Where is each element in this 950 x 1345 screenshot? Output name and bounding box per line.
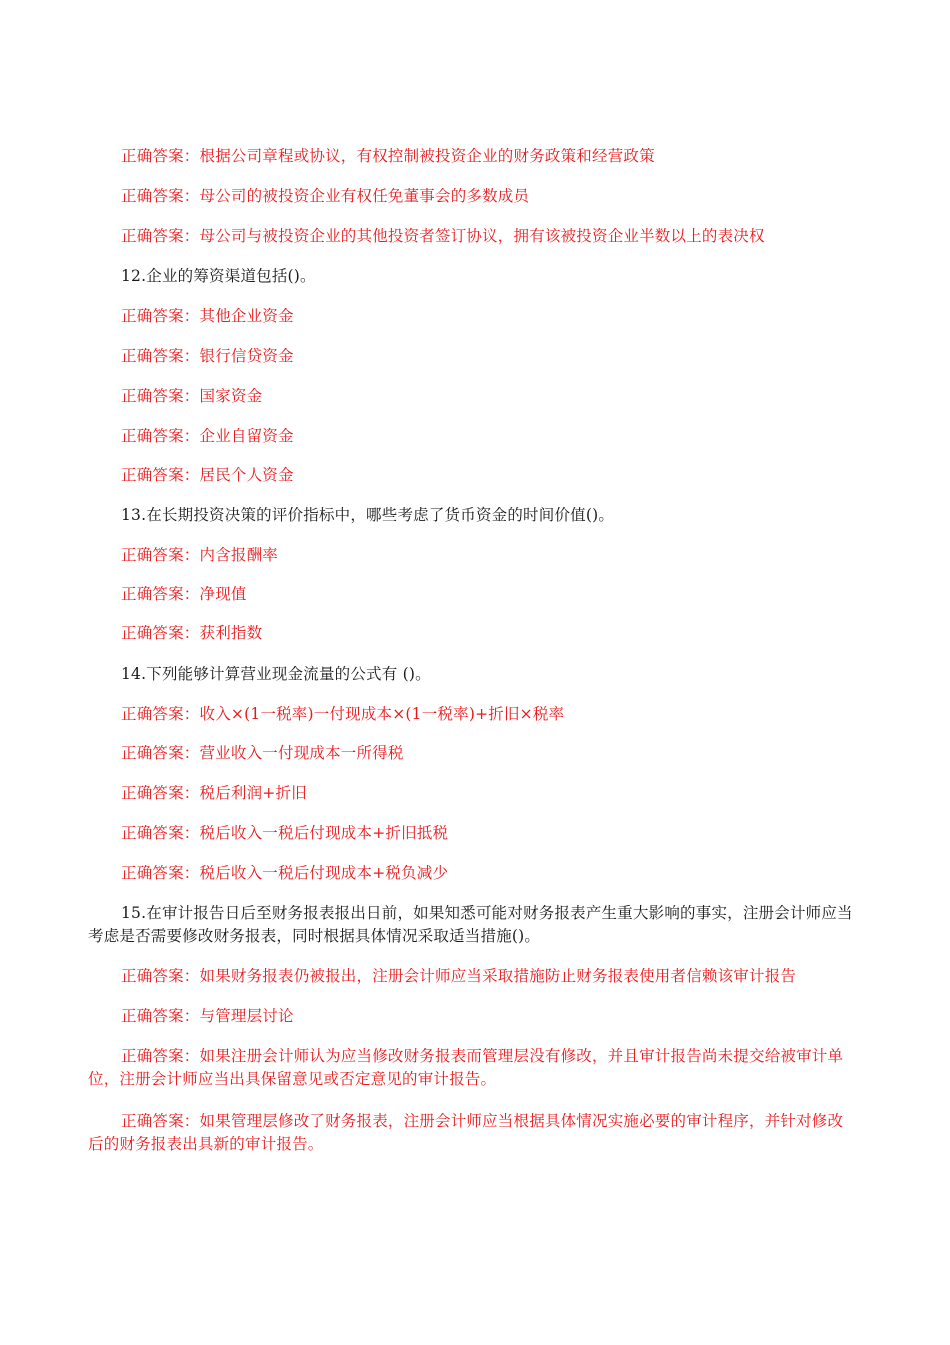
answer-line: 正确答案：企业自留资金 [121, 427, 294, 445]
answer-line: 正确答案：母公司的被投资企业有权任免董事会的多数成员 [121, 187, 530, 205]
answer-line: 正确答案：内含报酬率 [121, 546, 279, 564]
answer-line: 正确答案：银行信贷资金 [121, 347, 294, 365]
answer-line: 正确答案：收入×(1一税率)一付现成本×(1一税率)+折旧×税率 [121, 705, 565, 723]
answer-line: 正确答案：居民个人资金 [121, 466, 294, 484]
answer-line: 正确答案：税后利润+折旧 [121, 784, 307, 802]
answer-line: 正确答案：如果财务报表仍被报出，注册会计师应当采取措施防止财务报表使用者信赖该审计报告 [121, 967, 797, 985]
answer-line: 正确答案：净现值 [121, 585, 247, 603]
answer-line: 正确答案：税后收入一税后付现成本+税负减少 [121, 864, 449, 882]
question-12: 12.企业的筹资渠道包括()。 [121, 267, 316, 285]
answer-line: 正确答案：其他企业资金 [121, 307, 294, 325]
question-13: 13.在长期投资决策的评价指标中，哪些考虑了货币资金的时间价值()。 [121, 506, 615, 524]
answer-line: 正确答案：与管理层讨论 [121, 1007, 294, 1025]
answer-line: 正确答案：根据公司章程或协议，有权控制被投资企业的财务政策和经营政策 [121, 147, 655, 165]
answer-paragraph: 正确答案：如果管理层修改了财务报表，注册会计师应当根据具体情况实施必要的审计程序，并针对修改后的财务报表出具新的审计报告。 [88, 1112, 844, 1153]
answer-line: 正确答案：营业收入一付现成本一所得税 [121, 744, 404, 762]
question-15: 15.在审计报告日后至财务报表报出日前，如果知悉可能对财务报表产生重大影响的事实，注册会计师应当考虑是否需要修改财务报表，同时根据具体情况采取适当措施()。 [88, 904, 853, 945]
answer-line: 正确答案：获利指数 [121, 624, 263, 642]
question-14: 14.下列能够计算营业现金流量的公式有 ()。 [121, 665, 431, 683]
answer-line: 正确答案：母公司与被投资企业的其他投资者签订协议，拥有该被投资企业半数以上的表决权 [121, 227, 765, 245]
answer-paragraph: 正确答案：如果注册会计师认为应当修改财务报表而管理层没有修改，并且审计报告尚未提交给被审计单位，注册会计师应当出具保留意见或否定意见的审计报告。 [88, 1047, 844, 1088]
answer-line: 正确答案：国家资金 [121, 387, 263, 405]
answer-line: 正确答案：税后收入一税后付现成本+折旧抵税 [121, 824, 449, 842]
